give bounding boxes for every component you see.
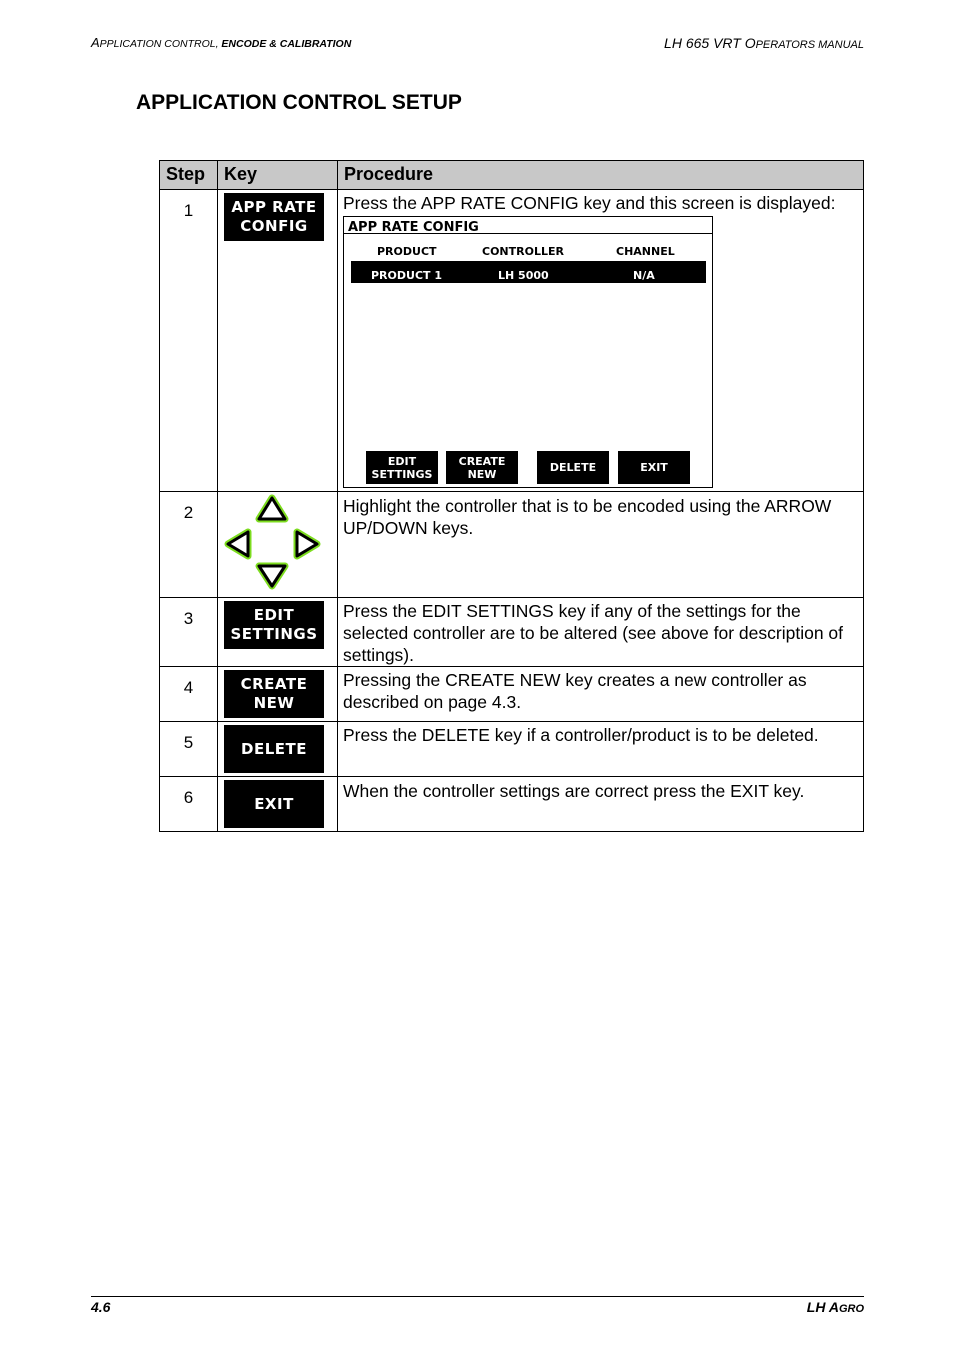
procedure-table: [159, 160, 864, 832]
arrow-down-icon: [259, 566, 285, 586]
page-title: APPLICATION CONTROL SETUP: [136, 91, 462, 114]
screen-softkey-edit-settings: EDIT SETTINGS: [366, 451, 438, 484]
step-number: 5: [160, 722, 218, 777]
step-number: 4: [160, 667, 218, 722]
table-row: [160, 598, 864, 667]
column-header-key: Key: [218, 161, 338, 190]
edit-settings-key: EDIT SETTINGS: [224, 601, 324, 649]
table-header-row: [160, 161, 864, 190]
column-header-step: Step: [160, 161, 218, 190]
running-header-section: APPLICATION CONTROL, ENCODE & CALIBRATION: [91, 35, 352, 50]
step-number: 1: [160, 190, 218, 492]
screen-cell-product: PRODUCT 1: [371, 269, 443, 282]
procedure-text: Press the APP RATE CONFIG key and this screen is displayed:: [343, 193, 836, 213]
footer-divider: [91, 1296, 864, 1297]
screen-title: APP RATE CONFIG: [348, 220, 479, 235]
table-row: [160, 667, 864, 722]
step-number: 6: [160, 777, 218, 832]
exit-key: EXIT: [224, 780, 324, 828]
table-row: [160, 777, 864, 832]
procedure-text: Press the EDIT SETTINGS key if any of the settings for the selected controller are to be altered (see above for description of settings).: [338, 598, 864, 667]
delete-key: DELETE: [224, 725, 324, 773]
screen-title-divider: [344, 233, 712, 234]
app-rate-config-screen: [343, 216, 713, 488]
screen-column-product: PRODUCT: [377, 245, 437, 258]
arrow-right-icon: [297, 532, 317, 556]
create-new-key: CREATE NEW: [224, 670, 324, 718]
step-number: 2: [160, 492, 218, 598]
table-row: [160, 190, 864, 492]
app-rate-config-key: APP RATE CONFIG: [224, 193, 324, 241]
page-number: 4.6: [91, 1299, 111, 1315]
arrow-left-icon: [228, 532, 248, 556]
procedure-text: When the controller settings are correct press the EXIT key.: [338, 777, 864, 832]
screen-softkey-create-new: CREATE NEW: [446, 451, 518, 484]
procedure-text: Pressing the CREATE NEW key creates a new controller as described on page 4.3.: [338, 667, 864, 722]
screen-softkey-exit: EXIT: [618, 451, 690, 484]
procedure-text: Press the DELETE key if a controller/product is to be deleted.: [338, 722, 864, 777]
screen-selected-row: [351, 261, 706, 283]
step-number: 3: [160, 598, 218, 667]
screen-softkey-delete: DELETE: [537, 451, 609, 484]
screen-cell-channel: N/A: [633, 269, 655, 282]
table-row: [160, 492, 864, 598]
arrow-up-icon: [259, 498, 285, 519]
table-row: [160, 722, 864, 777]
screen-column-channel: CHANNEL: [616, 245, 675, 258]
screen-column-controller: CONTROLLER: [482, 245, 564, 258]
column-header-procedure: Procedure: [338, 161, 864, 190]
arrow-keys-icon: [218, 492, 330, 592]
running-header-manual: LH 665 VRT OPERATORS MANUAL: [664, 35, 864, 51]
procedure-text: Highlight the controller that is to be encoded using the ARROW UP/DOWN keys.: [338, 492, 864, 598]
footer-brand: LH AGRO: [806, 1299, 864, 1315]
screen-cell-controller: LH 5000: [498, 269, 549, 282]
